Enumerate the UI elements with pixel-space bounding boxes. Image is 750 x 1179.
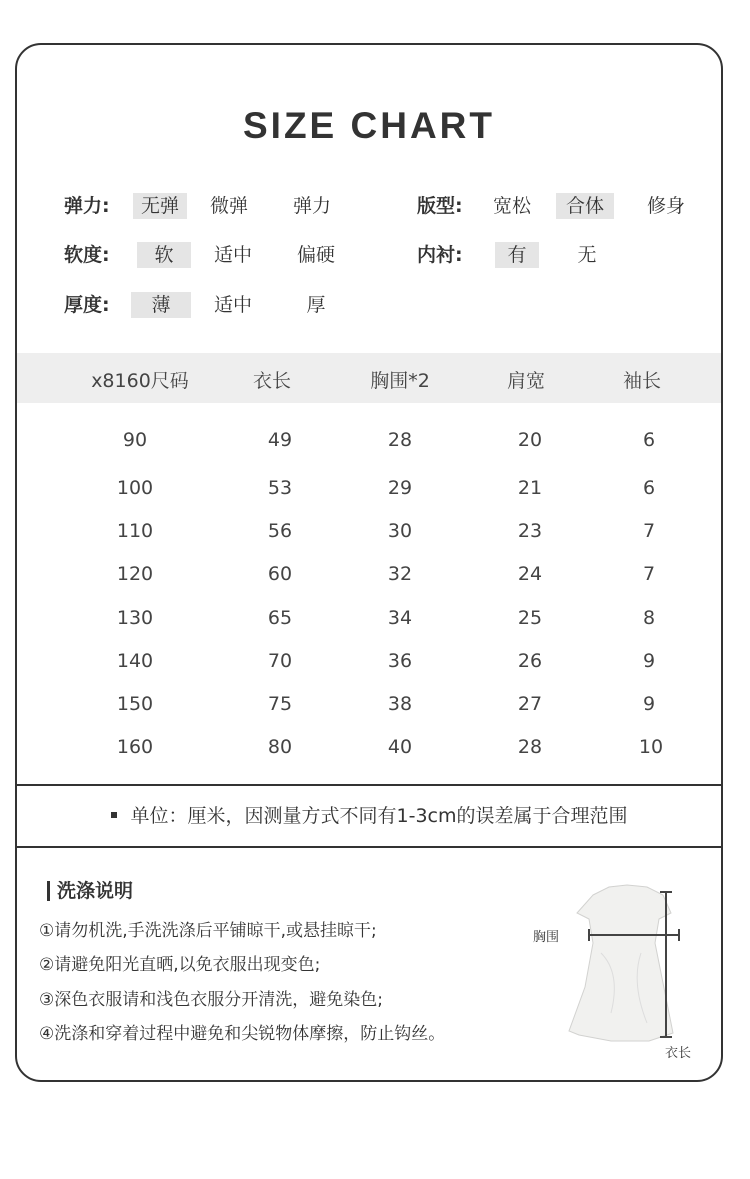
cell-size: 160: [116, 736, 154, 758]
cell-shoulder: 20: [517, 429, 543, 451]
cell-shoulder: 27: [517, 693, 543, 715]
divider-top: [17, 784, 721, 786]
cell-length: 49: [267, 429, 293, 451]
page-title: SIZE CHART: [243, 105, 495, 146]
lining-label: 内衬:: [417, 244, 463, 266]
cell-chest: 28: [387, 429, 413, 451]
length-label: 衣长: [665, 1046, 692, 1061]
cell-shoulder: 25: [517, 607, 543, 629]
fit-option-regular: 合体: [556, 193, 614, 219]
size-chart-card: [15, 43, 723, 1082]
header-sleeve: 袖长: [622, 370, 661, 392]
size-table-header: [17, 353, 721, 403]
lining-option-no: 无: [577, 244, 597, 266]
unit-note: [17, 801, 721, 828]
unit-note-text: 单位：厘米，因测量方式不同有1-3cm的误差属于合理范围: [130, 805, 628, 827]
cell-length: 60: [267, 563, 293, 585]
cell-chest: 30: [387, 520, 413, 542]
washing-item: ②请避免阳光直晒,以免衣服出现变色;: [39, 955, 321, 975]
cell-size: 140: [116, 650, 154, 672]
cell-sleeve: 7: [642, 520, 656, 542]
bullet-icon: [111, 812, 117, 818]
cell-chest: 40: [387, 736, 413, 758]
thickness-option-medium: 适中: [213, 294, 252, 316]
cell-shoulder: 24: [517, 563, 543, 585]
softness-option-medium: 适中: [213, 244, 252, 266]
cell-length: 80: [267, 736, 293, 758]
washing-item: ③深色衣服请和浅色衣服分开清洗，避免染色;: [39, 990, 383, 1010]
softness-option-soft: 软: [137, 242, 191, 268]
header-length: 衣长: [252, 370, 291, 392]
thickness-option-thin: 薄: [131, 292, 191, 318]
fit-label: 版型:: [417, 195, 463, 217]
cell-chest: 38: [387, 693, 413, 715]
elasticity-option-stretch: 弹力: [292, 195, 331, 217]
washing-title: 洗涤说明: [47, 881, 133, 901]
cell-sleeve: 9: [642, 693, 656, 715]
cell-sleeve: 6: [642, 429, 656, 451]
fit-option-slim: 修身: [646, 195, 685, 217]
cell-sleeve: 9: [642, 650, 656, 672]
washing-item: ④洗涤和穿着过程中避免和尖锐物体摩擦，防止钩丝。: [39, 1024, 446, 1044]
cell-length: 75: [267, 693, 293, 715]
cell-chest: 32: [387, 563, 413, 585]
cell-size: 150: [116, 693, 154, 715]
cell-chest: 34: [387, 607, 413, 629]
washing-item: ①请勿机洗,手洗洗涤后平铺晾干,或悬挂晾干;: [39, 921, 377, 941]
cell-sleeve: 8: [642, 607, 656, 629]
cell-shoulder: 28: [517, 736, 543, 758]
cell-length: 70: [267, 650, 293, 672]
thickness-label: 厚度:: [64, 294, 110, 316]
lining-option-yes: 有: [495, 242, 539, 268]
cell-length: 53: [267, 477, 293, 499]
cell-length: 65: [267, 607, 293, 629]
elasticity-label: 弹力:: [64, 195, 110, 217]
cell-length: 56: [267, 520, 293, 542]
cell-sleeve: 10: [638, 736, 664, 758]
elasticity-option-slight: 微弹: [209, 195, 248, 217]
cell-sleeve: 6: [642, 477, 656, 499]
cell-chest: 29: [387, 477, 413, 499]
cell-chest: 36: [387, 650, 413, 672]
chest-label: 胸围: [533, 930, 560, 945]
elasticity-option-none: 无弹: [133, 193, 187, 219]
cell-shoulder: 23: [517, 520, 543, 542]
cell-sleeve: 7: [642, 563, 656, 585]
fit-option-loose: 宽松: [492, 195, 531, 217]
cell-shoulder: 21: [517, 477, 543, 499]
cell-size: 120: [116, 563, 154, 585]
softness-label: 软度:: [64, 244, 110, 266]
header-chest: 胸围*2: [370, 370, 430, 392]
cell-size: 100: [116, 477, 154, 499]
cell-shoulder: 26: [517, 650, 543, 672]
dress-diagram-icon: [551, 883, 701, 1058]
header-shoulder: 肩宽: [506, 370, 545, 392]
cell-size: 90: [122, 429, 148, 451]
divider-bottom: [17, 846, 721, 848]
thickness-option-thick: 厚: [306, 294, 326, 316]
cell-size: 130: [116, 607, 154, 629]
softness-option-firm: 偏硬: [296, 244, 335, 266]
cell-size: 110: [116, 520, 154, 542]
header-size: x8160尺码: [91, 370, 189, 392]
